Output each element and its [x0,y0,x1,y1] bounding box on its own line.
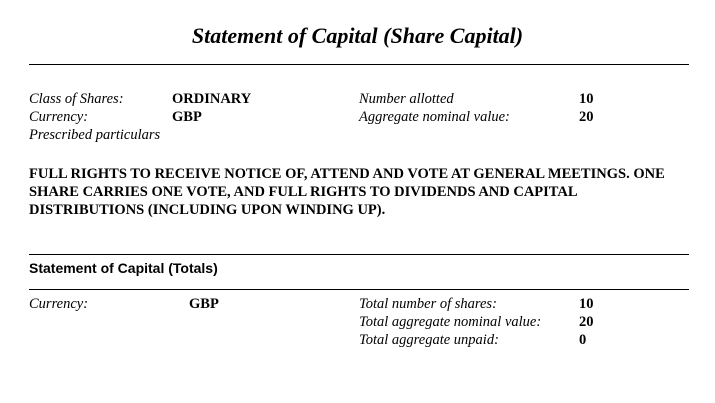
prescribed-particulars-text: FULL RIGHTS TO RECEIVE NOTICE OF, ATTEND AND VOTE AT GENERAL MEETINGS. ONE SHARE CARRIES ONE VOTE, AND FULL RIGHTS TO DIVIDENDS AND CAPITAL DISTRIBUTIONS (INCLUDING UPON WINDING UP). [29,166,665,218]
totals-currency-label: Currency: [29,296,89,312]
total-nominal-value: 20 [579,314,594,330]
class-of-shares-value: ORDINARY [172,91,252,107]
number-allotted-label: Number allotted [359,91,454,107]
currency-label: Currency: [29,109,89,125]
title-divider [29,64,689,65]
total-nominal-label: Total aggregate nominal value: [359,314,542,330]
totals-currency-value: GBP [189,296,219,312]
total-unpaid-value: 0 [579,332,587,348]
page-title: Statement of Capital (Share Capital) [191,23,524,48]
total-unpaid-label: Total aggregate unpaid: [359,332,499,348]
totals-heading: Statement of Capital (Totals) [29,260,218,276]
currency-value: GBP [172,109,202,125]
total-shares-label: Total number of shares: [359,296,497,312]
totals-top-divider [29,254,689,255]
number-allotted-value: 10 [579,91,594,107]
total-shares-value: 10 [579,296,594,312]
aggregate-nominal-label: Aggregate nominal value: [359,109,510,125]
aggregate-nominal-value: 20 [579,109,594,125]
totals-bottom-divider [29,289,689,290]
class-of-shares-label: Class of Shares: [29,91,124,107]
prescribed-particulars-label: Prescribed particulars [29,127,161,143]
